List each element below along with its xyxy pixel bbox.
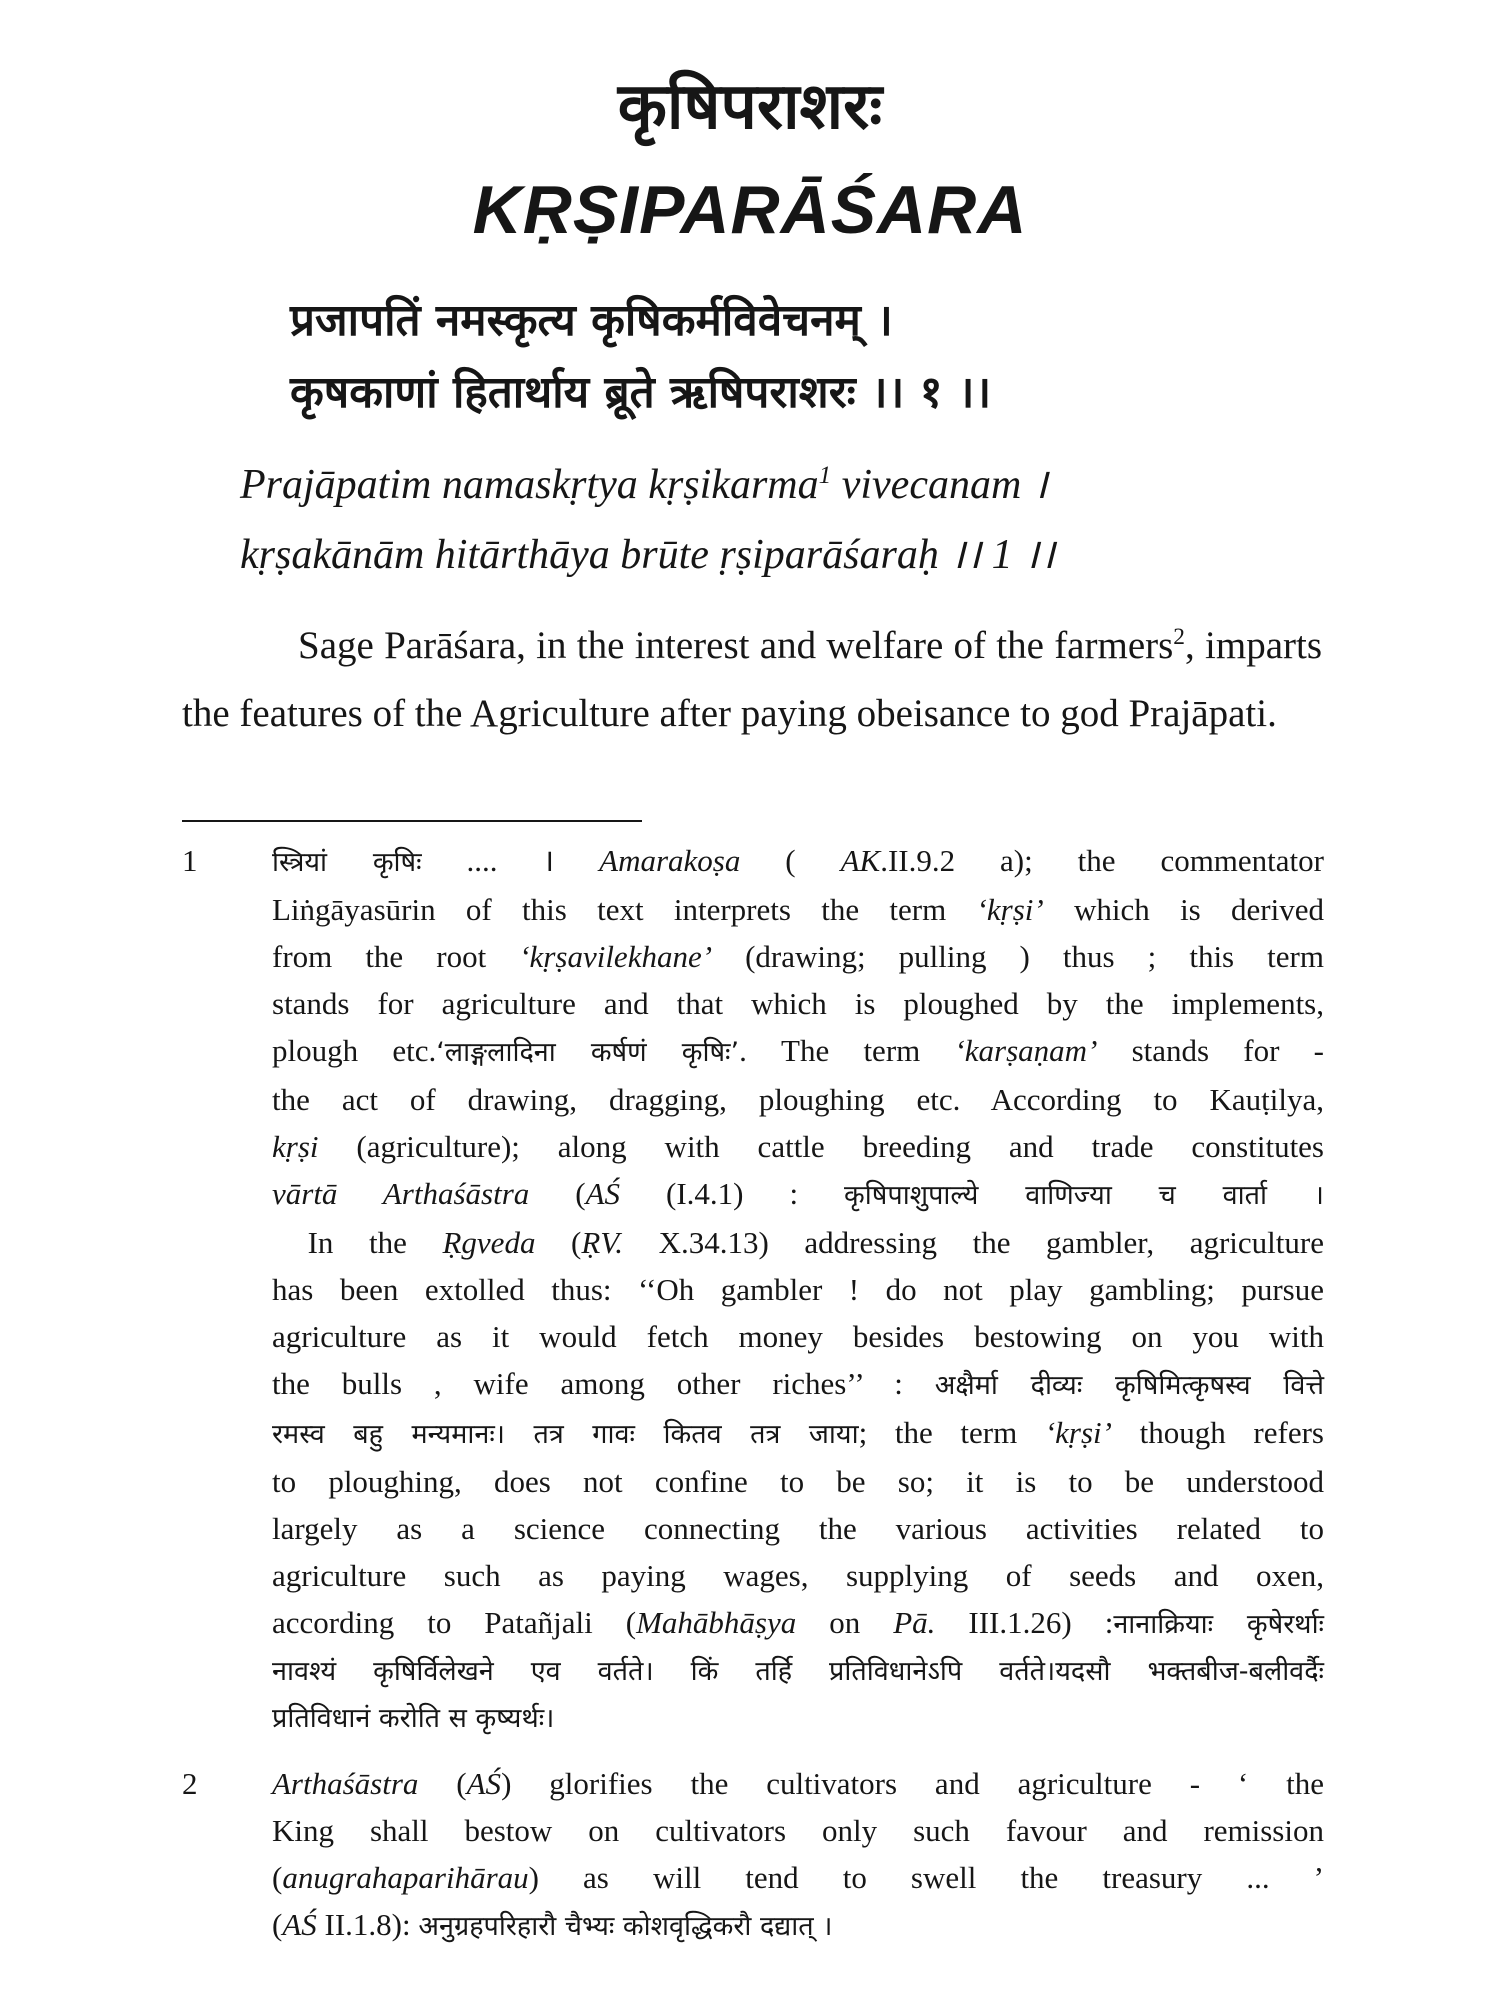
footnote-1-line: stands for agriculture and that which is ploughed by the implements, [272, 986, 1324, 1021]
footnote-ref-1: 1 [818, 462, 832, 489]
verse-translit-line-1-text-b: vivecanam । [831, 462, 1048, 508]
footnote-1-line: vārtā Arthaśāstra (AŚ (I.4.1) : कृषिपाशुपाल्ये वाणिज्या च वार्ता । [272, 1176, 1325, 1211]
footnote-2-line: Arthaśāstra (AŚ) glorifies the cultivators and agriculture - ‘ the [272, 1766, 1324, 1801]
translation-paragraph [182, 612, 1322, 748]
verse-translit-line-1 [240, 455, 1440, 515]
footnote-1-line: the act of drawing, dragging, ploughing etc. According to Kauṭilya, [272, 1082, 1324, 1117]
title-transliteration: KṚṢIPARĀŚARA [472, 172, 1028, 248]
footnote-1-line: नावश्यं कृषिर्विलेखने एव वर्तते। किं तर्हि प्रतिविधानेऽपि वर्तते।यदसौ भक्तबीज-बलीवर्दैः [272, 1656, 1324, 1687]
footnote-1-line: Liṅgāyasūrin of this text interprets the term ‘kṛṣi’ which is derived [272, 892, 1325, 927]
footnote-1-line: the bulls , wife among other riches’’ : अक्षैर्मा दीव्यः कृषिमित्कृषस्व वित्ते [272, 1366, 1324, 1401]
translation-text-a: Sage Parāśara, in the interest and welfare of the farmers [298, 624, 1174, 667]
footnote-1 [272, 837, 1324, 1742]
footnote-2-line: King shall bestow on cultivators only such favour and remission [272, 1813, 1324, 1848]
footnote-1-line: In the Ṛgveda (ṚV. X.34.13) addressing the gambler, agriculture [272, 1225, 1324, 1260]
footnote-2-line: (AŚ II.1.8): अनुग्रहपरिहारौ चैभ्यः कोशवृद्धिकरौ दद्यात् । [272, 1907, 833, 1942]
footnote-1-line: from the root ‘kṛṣavilekhane’ (drawing; pulling ) thus ; this term [272, 939, 1324, 974]
footnote-1-line: रमस्व बहु मन्यमानः। तत्र गावः कितव तत्र जाया; the term ‘kṛṣi’ though refers [272, 1415, 1324, 1450]
verse-devanagari-line-2: कृषकाणां हितार्थाय ब्रूते ऋषिपराशरः ।। १ ।। [290, 367, 992, 418]
footnote-1-line: agriculture such as paying wages, supplying of seeds and oxen, [272, 1558, 1324, 1593]
footnote-2 [272, 1760, 1324, 1950]
footnote-2-line: (anugrahaparihārau) as will tend to swell the treasury ... ’ [272, 1860, 1324, 1895]
title-devanagari: कृषिपराशरः [617, 70, 883, 144]
footnote-1-line: प्रतिविधानं करोति स कृष्यर्थः। [272, 1703, 555, 1734]
footnote-1-line: has been extolled thus: ‘‘Oh gambler ! do not play gambling; pursue [272, 1272, 1324, 1307]
footnote-1-line: to ploughing, does not confine to be so; it is to be understood [272, 1464, 1324, 1499]
verse-devanagari-line-1: प्रजापतिं नमस्कृत्य कृषिकर्मविवेचनम् । [290, 295, 893, 346]
footnote-ref-2: 2 [1173, 624, 1185, 650]
footnote-1-line: स्त्रियां कृषिः .... । Amarakoṣa ( AK.II.9.2 a); the commentator [272, 843, 1324, 878]
footnote-1-line: agriculture as it would fetch money besides bestowing on you with [272, 1319, 1324, 1354]
footnote-divider [182, 820, 642, 822]
verse-translit-line-1-text-a: Prajāpatim namaskṛtya kṛṣikarma [240, 462, 819, 508]
translation-text-b: , imparts the features of the Agriculture after paying obeisance to god Prajāpati. [182, 624, 1323, 735]
footnote-1-line: largely as a science connecting the various activities related to [272, 1511, 1324, 1546]
footnote-1-line: according to Patañjali (Mahābhāṣya on Pā. III.1.26) :नानाक्रियाः कृषेरर्थाः [272, 1605, 1325, 1640]
footnote-1-line: kṛṣi (agriculture); along with cattle breeding and trade constitutes [272, 1129, 1324, 1164]
footnote-number-2: 2 [182, 1766, 198, 1801]
verse-translit-line-2: kṛṣakānām hitārthāya brūte ṛṣiparāśaraḥ ।। 1 ।। [240, 532, 1056, 578]
footnote-1-line: plough etc.‘लाङ्गलादिना कर्षणं कृषिः’. The term ‘karṣaṇam’ stands for - [272, 1033, 1324, 1068]
footnote-number-1: 1 [182, 843, 198, 878]
